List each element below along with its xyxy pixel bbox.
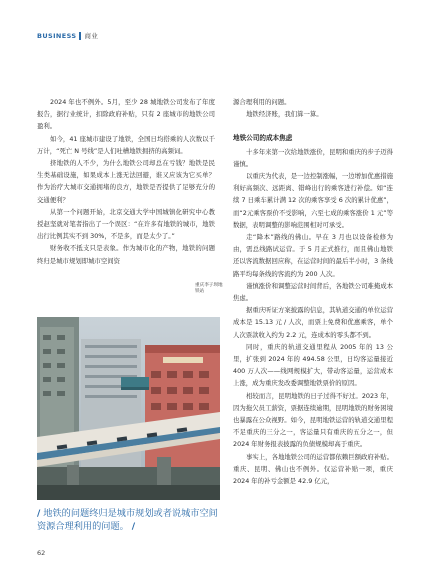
page-number: 62 [37, 549, 46, 557]
right-column [233, 96, 393, 487]
body-paragraph: 事实上，各地地铁公司的运营都依赖巨额政府补贴。重庆、昆明、佛山也不例外。仅运营补贴一项，重庆 2024 年的补亏金额是 42.9 亿元， [233, 452, 393, 486]
body-paragraph: 如今，41 座城市建设了地铁，全国日均搭乘的人次数以千万计，“死亡 N 号线”是人们吐槽地铁拥挤的高频词。 [37, 134, 215, 155]
body-paragraph: 据重庆听证方案披露的信息，其轨道交通的单位运营成本是 15.13 元 / 人次，而票上免费和优惠乘客，单个人次票款收入约为 2.2 元，连成本的零头都不到。 [233, 306, 393, 339]
body-paragraph: 同时，重庆的轨道交通里程从 2005 年的 13 公里，扩张到 2024 年的 494.58 公里，日均客运量接近 400 万人次——线网规模扩大，带动客运量，运营成本上涨，成为重庆发改委调整地铁票价的原因。 [233, 342, 393, 388]
header-divider [79, 32, 81, 40]
body-paragraph: 源合理利用的问题。 [233, 98, 291, 106]
body-paragraph: 相较而言，昆明地铁的日子过得不好过。2023 年，因为拖欠员工薪资，票据连续逾期，昆明地铁的财务困境也暴露在公众视野。如今，昆明地铁运营的轨道交通里程不足重庆的三分之一，客运量只有重庆的五分之一，但 2024 年财务报表披露的负债规模却高于重庆。 [233, 391, 393, 449]
body-paragraph: 2024 年也不例外。5月，至少 28 城地铁公司发布了年度报告，据行业统计，扣除政府补贴，只有 2 座城市的地铁公司盈利。 [37, 98, 215, 131]
quote-mark-close: / [131, 520, 136, 532]
section-label-cn: 商业 [84, 32, 99, 40]
body-paragraph: 地铁经济账，我们算一算。 [246, 110, 323, 119]
quote-mark-open: / [37, 508, 41, 519]
body-paragraph: 谨慎涨价和调整运营时间背后，各地铁公司难掩成本焦虑。 [233, 281, 393, 303]
section-heading: 地铁公司的成本焦虑 [233, 134, 293, 143]
body-paragraph: 走“降本”路线的佛山。早在 3 月也以设备检修为由，需总线路试运营。于 5 月正式推行，而且佛山地铁还以客流数据回应称，在运营时间的最后半小时，3 条线路平均每条线的客流约为 200 人次。 [233, 233, 393, 278]
photo-caption: 重庆李子坝地铁站 [195, 283, 223, 294]
body-paragraph: 挤地铁的人不少，为什么地铁公司却总在亏钱？地铁是民生类基础设施，如果成本上涨无法回避，谁又应该为它买单？作为治疗大城市交通拥堵的良方，地铁是否提供了足够充分的交通便利？ [37, 159, 215, 204]
photo-illustration [37, 317, 220, 500]
body-paragraph: 从第一个问题开始，北京交通大学中国城镇化研究中心教授赵坚就对笔者指出了一个误区：“在许多有地铁的城市，地铁出行比例其实不到 30%，不是多，而是太少了。” [37, 207, 215, 241]
section-header [37, 31, 98, 40]
chongqing-liziba-station-photo [37, 317, 220, 500]
section-label-en: BUSINESS [37, 31, 77, 40]
left-column [37, 96, 215, 267]
pull-quote-text: 地铁的问题终归是城市规划或者说城市空间资源合理利用的问题。 [37, 508, 218, 532]
body-paragraph: 十多年来第一次给地铁涨价，昆明和重庆的步子迈得谨慎。 [233, 147, 393, 168]
body-paragraph: 财务收不抵支只是表象。作为城市化的产物，地铁的问题终归是城市规划即城市空间资 [37, 244, 215, 265]
body-paragraph: 以重庆为代表，是一边控制涨幅，一边增加优惠措施利好高频次、远距离、错峰出行的乘客进行补偿。如“连续 7 日乘车累计满 12 次的乘客享受 6 次的累计优惠”，而“2元乘客票价不受影响，六至七成的乘客涨价 1 元”等数据，表明调整的影响范围相对可承受。 [233, 172, 393, 229]
pull-quote [37, 508, 222, 533]
